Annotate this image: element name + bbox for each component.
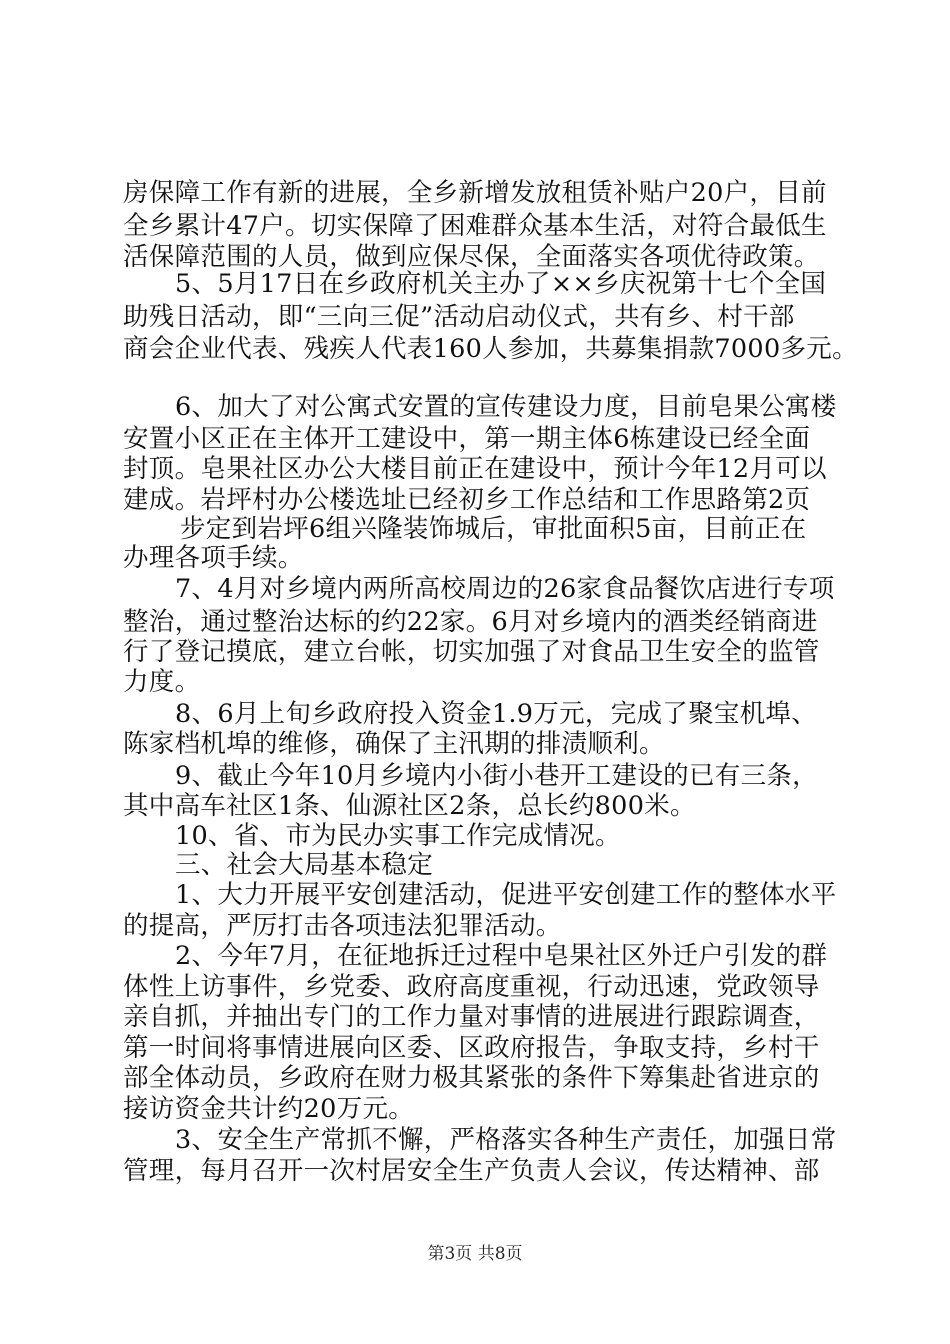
text-line: 6、加大了对公寓式安置的宣传建设力度，目前皂果公寓楼	[175, 392, 837, 422]
text-line: 1、大力开展平安创建活动，促进平安创建工作的整体水平	[175, 880, 837, 910]
text-line: 整治，通过整治达标的约22家。6月对乡境内的酒类经销商进	[123, 607, 818, 637]
text-line: 办理各项手续。	[123, 543, 304, 573]
text-line: 第一时间将事情进展向区委、区政府报告，争取支持，乡村干	[123, 1033, 820, 1063]
text-line: 10、省、市为民办实事工作完成情况。	[175, 821, 621, 851]
text-line: 建成。岩坪村办公楼选址已经初乡工作总结和工作思路第2页	[123, 485, 811, 515]
text-line: 接访资金共计约20万元。	[123, 1094, 415, 1124]
text-line: 5、5月17日在乡政府机关主办了××乡庆祝第十七个全国	[175, 269, 827, 299]
text-line: 9、截止今年10月乡境内小街小巷开工建设的已有三条，	[175, 761, 818, 791]
text-line: 全乡累计47户。切实保障了困难群众基本生活，对符合最低生	[123, 211, 827, 241]
text-line: 助残日活动，即“三向三促”活动启动仪式，共有乡、村干部	[123, 302, 795, 332]
text-line: 其中高车社区1条、仙源社区2条，总长约800米。	[123, 791, 696, 821]
text-line: 力度。	[123, 667, 201, 697]
text-line: 体性上访事件，乡党委、政府高度重视，行动迅速，党政领导	[123, 972, 820, 1002]
text-line: 封顶。皂果社区办公大楼目前正在建设中，预计今年12月可以	[123, 454, 827, 484]
text-line: 亲自抓，并抽出专门的工作力量对事情的进展进行跟踪调查，	[123, 1002, 820, 1032]
text-line: 3、安全生产常抓不懈，严格落实各种生产责任，加强日常	[175, 1125, 837, 1155]
page-number-footer: 第3页 共8页	[427, 1244, 523, 1264]
text-line: 商会企业代表、残疾人代表160人参加，共募集捐款7000多元。	[123, 334, 858, 364]
text-line: 活保障范围的人员，做到应保尽保，全面落实各项优待政策。	[123, 242, 820, 272]
text-line: 步定到岩坪6组兴隆装饰城后，审批面积5亩，目前正在	[180, 514, 807, 544]
text-line: 8、6月上旬乡政府投入资金1.9万元，完成了聚宝机埠、	[175, 699, 818, 729]
text-line: 安置小区正在主体开工建设中，第一期主体6栋建设已经全面	[123, 424, 811, 454]
text-line: 7、4月对乡境内两所高校周边的26家食品餐饮店进行专项	[175, 574, 835, 604]
text-line: 房保障工作有新的进展，全乡新增发放租赁补贴户20户，目前	[123, 178, 827, 208]
text-line: 的提高，严厉打击各项违法犯罪活动。	[123, 911, 562, 941]
text-line: 行了登记摸底，建立台帐，切实加强了对食品卫生安全的监管	[123, 637, 820, 667]
text-line: 部全体动员，乡政府在财力极其紧张的条件下筹集赴省进京的	[123, 1063, 820, 1093]
text-line: 2、今年7月，在征地拆迁过程中皂果社区外迁户引发的群	[175, 941, 828, 971]
text-line: 陈家档机埠的维修，确保了主汛期的排渍顺利。	[123, 729, 665, 759]
text-line: 管理，每月召开一次村居安全生产负责人会议，传达精神、部	[123, 1156, 820, 1186]
text-line: 三、社会大局基本稳定	[175, 850, 434, 880]
